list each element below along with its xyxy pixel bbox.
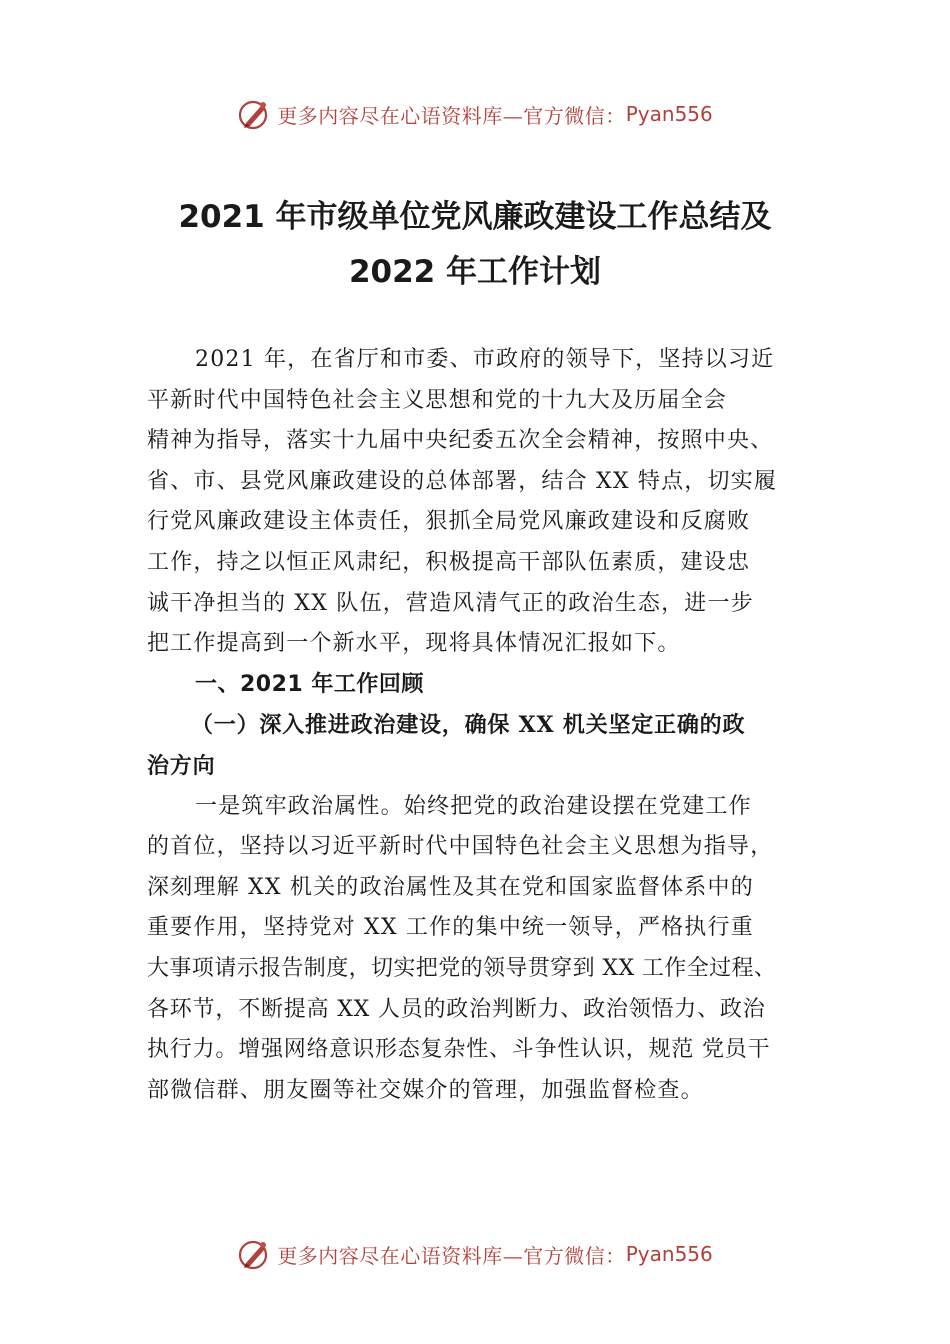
body-line: 深刻理解 XX 机关的政治属性及其在党和国家监督体系中的 (147, 874, 754, 900)
body-line: 重要作用，坚持党对 XX 工作的集中统一领导，严格执行重 (147, 915, 754, 941)
body-line: 执行力。增强网络意识形态复杂性、斗争性认识，规范 党员干 (147, 1037, 771, 1063)
section-heading: 一、2021 年工作回顾 (195, 671, 424, 697)
intro-line: 诚干净担当的 XX 队伍，营造风清气正的政治生态，进一步 (147, 590, 754, 616)
banner-text: 更多内容尽在心语资料库—官方微信： (277, 103, 626, 128)
body-line: 一是筑牢政治属性。始终把党的政治建设摆在党建工作 (195, 793, 752, 819)
footer-banner (0, 1234, 950, 1274)
body-paragraph (147, 787, 837, 1112)
document-title (80, 190, 870, 300)
intro-line: 行党风廉政建设主体责任，狠抓全局党风廉政建设和反腐败 (147, 509, 751, 535)
intro-paragraph (147, 340, 837, 665)
body-line: 的首位，坚持以习近平新时代中国特色社会主义思想为指导， (147, 834, 774, 860)
intro-line: 平新时代中国特色社会主义思想和党的十九大及历届全会 (147, 387, 728, 413)
title-line-1: 2021 年市级单位党风廉政建设工作总结及 (178, 199, 772, 235)
banner-wechat-account: Pyan556 (625, 1242, 713, 1266)
subsection-heading-line: （一）深入推进政治建设，确保 XX 机关坚定正确的政 (191, 712, 746, 739)
intro-line: 工作，持之以恒正风肃纪，积极提高干部队伍素质，建设忠 (147, 549, 751, 575)
subsection-heading-line: 治方向 (147, 752, 216, 779)
pen-logo-icon (237, 97, 271, 131)
intro-line: 把工作提高到一个新水平，现将具体情况汇报如下。 (147, 631, 681, 657)
banner-text: 更多内容尽在心语资料库—官方微信： (277, 1243, 626, 1268)
document-body (147, 340, 837, 1111)
body-line: 大事项请示报告制度，切实把党的领导贯穿到 XX 工作全过程、 (147, 955, 777, 981)
banner-wechat-account: Pyan556 (625, 102, 713, 126)
body-line: 部微信群、朋友圈等社交媒介的管理，加强监督检查。 (147, 1077, 704, 1103)
intro-line: 2021 年，在省厅和市委、市政府的领导下，坚持以习近 (195, 347, 775, 372)
title-line-2: 2022 年工作计划 (348, 254, 602, 290)
intro-line: 精神为指导，落实十九届中央纪委五次全会精神，按照中央、 (147, 428, 774, 454)
pen-logo-icon (237, 1237, 271, 1271)
body-line: 各环节，不断提高 XX 人员的政治判断力、政治领悟力、政治 (147, 996, 766, 1022)
intro-line: 省、市、县党风廉政建设的总体部署，结合 XX 特点，切实履 (147, 468, 778, 494)
header-banner (0, 94, 950, 134)
subsection-heading (147, 705, 837, 786)
